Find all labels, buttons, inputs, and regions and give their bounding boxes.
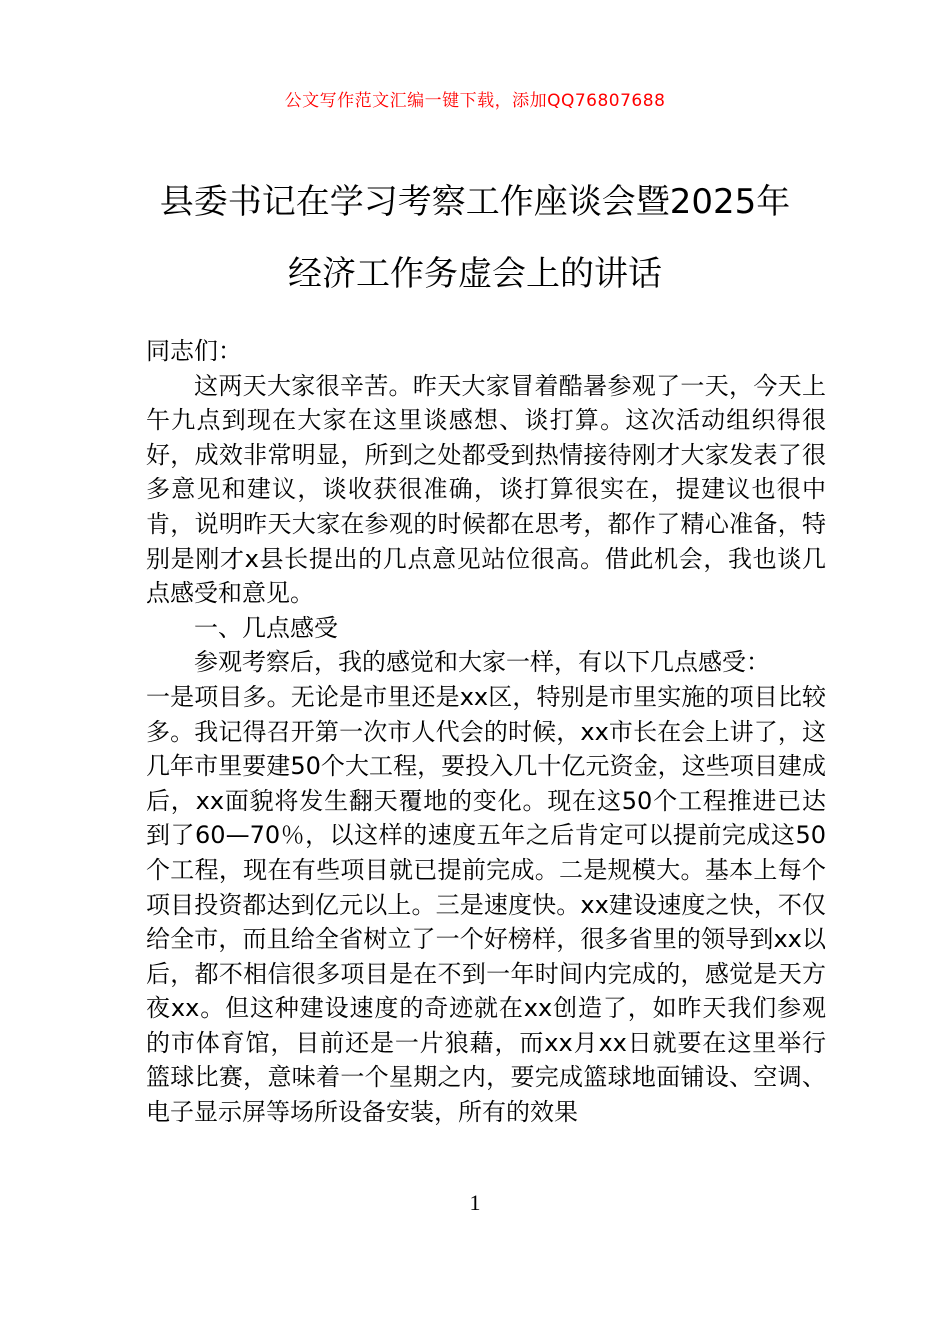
document-body	[146, 334, 826, 1130]
document-title-line-1: 县委书记在学习考察工作座谈会暨2025年	[159, 182, 791, 222]
paragraph-opening: 这两天大家很辛苦。昨天大家冒着酷暑参观了一天，今天上午九点到现在大家在这里谈感想、谈打算。这次活动组织得很好，成效非常明显，所到之处都受到热情接待刚才大家发表了很多意见和建议，谈收获很准确，谈打算很实在，提建议也很中肯，说明昨天大家在参观的时候都在思考，都作了精心准备，特别是刚才x县长提出的几点意见站位很高。借此机会，我也谈几点感受和意见。	[146, 371, 826, 608]
download-promo-note: 公文写作范文汇编一键下载，添加QQ76807688	[284, 91, 666, 111]
salutation: 同志们：	[146, 337, 242, 365]
paragraph-impressions: 一是项目多。无论是市里还是xx区，特别是市里实施的项目比较多。我记得召开第一次市人代会的时候，xx市长在会上讲了，这几年市里要建50个大工程，要投入几十亿元资金，这些项目建成后，xx面貌将发生翻天覆地的变化。现在这50个工程推进已达到了60—70％，以这样的速度五年之后肯定可以提前完成这50个工程，现在有些项目就已提前完成。二是规模大。基本上每个项目投资都达到亿元以上。三是速度快。xx建设速度之快，不仅给全市，而且给全省树立了一个好榜样，很多省里的领导到xx以后，都不相信很多项目是在不到一年时间内完成的，感觉是天方夜xx。但这种建设速度的奇迹就在xx创造了，如昨天我们参观的市体育馆，目前还是一片狼藉，而xx月xx日就要在这里举行篮球比赛，意味着一个星期之内，要完成篮球地面铺设、空调、电子显示屏等场所设备安装，所有的效果	[146, 682, 826, 1127]
document-title-line-2: 经济工作务虚会上的讲话	[288, 254, 662, 294]
page-number: 1	[469, 1190, 481, 1215]
section-heading-1: 一、几点感受	[194, 613, 338, 642]
paragraph-impressions-intro: 参观考察后，我的感觉和大家一样，有以下几点感受：	[194, 648, 770, 677]
